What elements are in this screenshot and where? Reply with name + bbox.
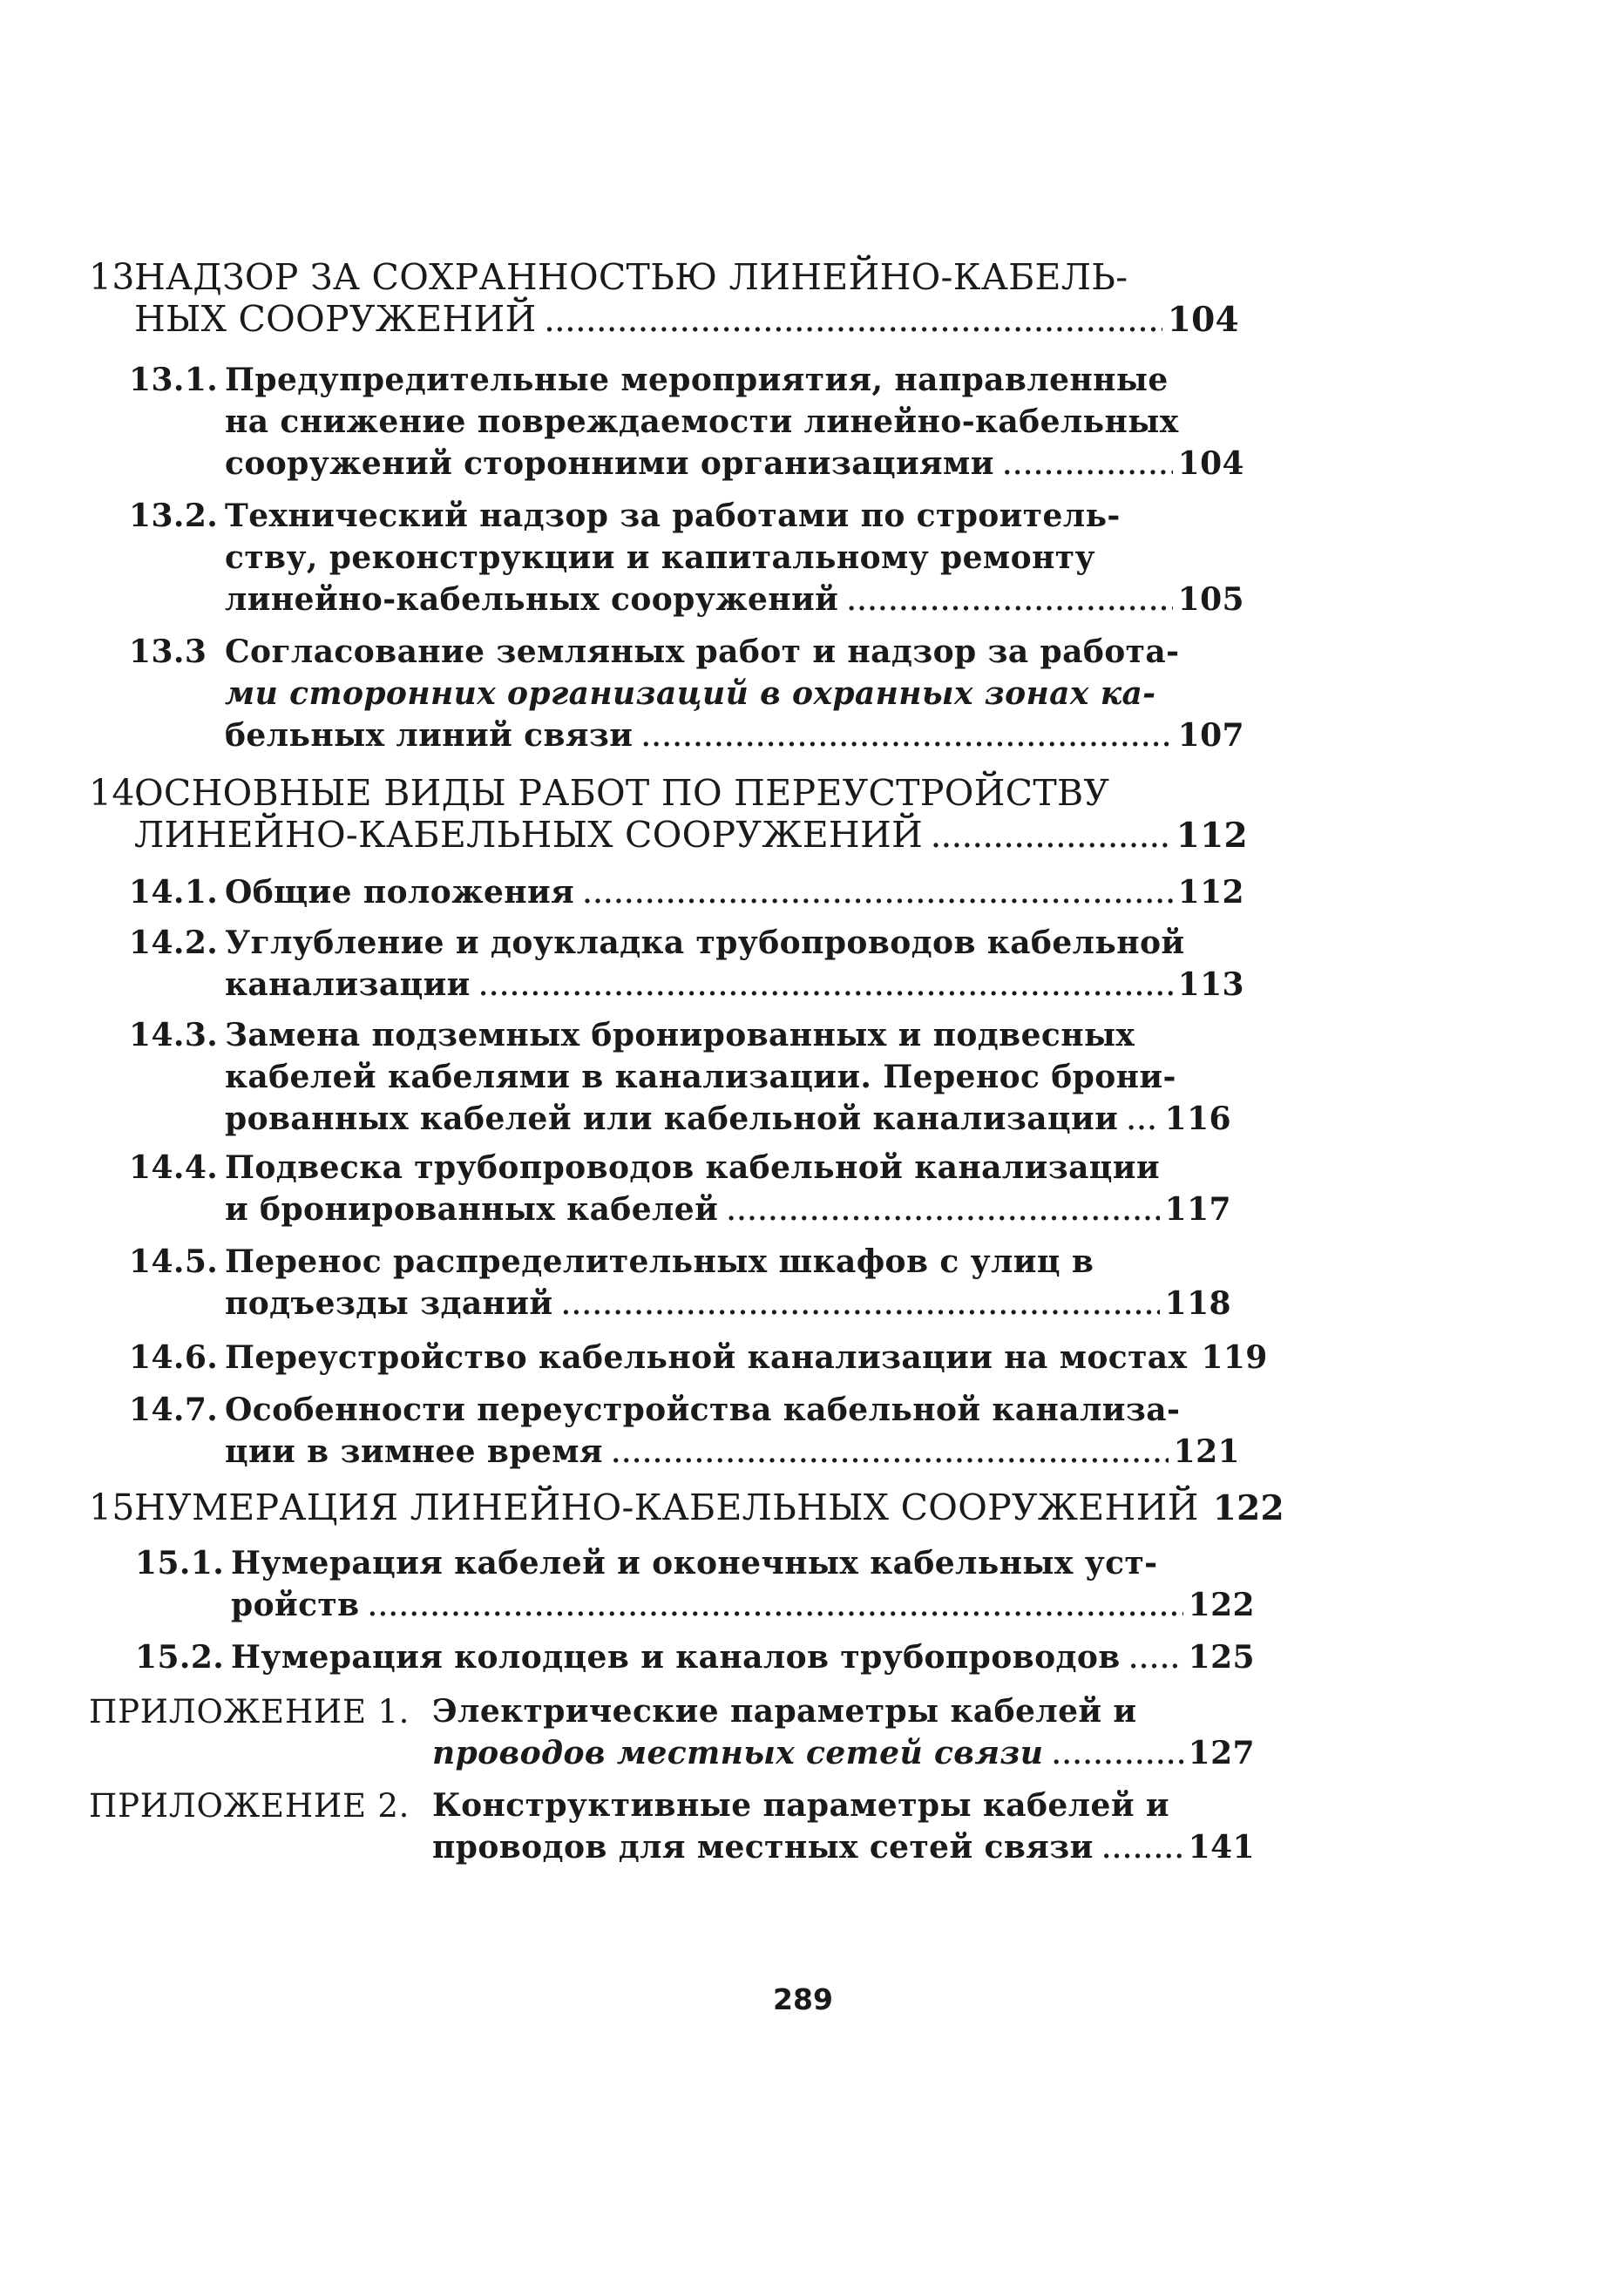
toc-page-number: 104 xyxy=(1177,445,1244,482)
toc-title: Согласование земляных работ и надзор за работа- xyxy=(225,633,1180,670)
leader-dots xyxy=(1127,1109,1159,1134)
toc-number: 13. xyxy=(89,256,147,298)
toc-number: 14.1. xyxy=(129,874,219,911)
toc-number: 14.3. xyxy=(129,1017,219,1053)
toc-title: Перенос распределительных шкафов с улиц в xyxy=(225,1243,1094,1280)
toc-entry-13-3 xyxy=(129,633,1244,762)
toc-number: 14.6. xyxy=(129,1339,219,1376)
toc-title: Общие положения xyxy=(225,874,575,911)
toc-title: Электрические параметры кабелей и xyxy=(432,1693,1137,1730)
toc-number: 14.2. xyxy=(129,924,219,961)
toc-entry-13-2 xyxy=(129,500,1244,626)
toc-title: Особенности переустройства кабельной канализа- xyxy=(225,1392,1181,1428)
leader-dots xyxy=(545,311,1162,335)
leader-dots xyxy=(932,827,1171,851)
toc-page-number: 112 xyxy=(1176,816,1248,856)
toc-page-number: 104 xyxy=(1167,300,1239,340)
leader-dots xyxy=(1003,454,1173,478)
toc-page-number: 105 xyxy=(1177,581,1244,618)
toc-entry-14-3 xyxy=(129,1019,1231,1145)
toc-number: 14.5. xyxy=(129,1243,219,1280)
toc-title: бельных линий связи xyxy=(225,717,634,754)
leader-dots xyxy=(1052,1744,1182,1768)
leader-dots xyxy=(847,590,1172,614)
toc-number: 13.2. xyxy=(129,498,219,534)
toc-title: рованных кабелей или кабельной канализации xyxy=(225,1101,1119,1137)
toc-entry-appendix-1 xyxy=(89,1693,1255,1779)
toc-entry-13 xyxy=(89,256,1239,343)
toc-title: НУМЕРАЦИЯ ЛИНЕЙНО-КАБЕЛЬНЫХ СООРУЖЕНИЙ xyxy=(134,1487,1199,1528)
toc-title: подъезды зданий xyxy=(225,1285,553,1322)
toc-entry-15-2 xyxy=(135,1639,1255,1683)
toc-title: сооружений сторонними организациями xyxy=(225,445,994,482)
appendix-label: ПРИЛОЖЕНИЕ 1. xyxy=(89,1693,410,1730)
toc-title: Технический надзор за работами по строитель- xyxy=(225,498,1121,534)
toc-title: канализации xyxy=(225,966,471,1003)
toc-entry-14-1 xyxy=(129,874,1244,918)
toc-page-number: 127 xyxy=(1188,1735,1255,1771)
toc-entry-14-4 xyxy=(129,1149,1231,1236)
leader-dots xyxy=(727,1200,1159,1224)
toc-title: Переустройство кабельной канализации на мостах xyxy=(225,1339,1188,1376)
toc-number: 13.3 xyxy=(129,633,207,670)
toc-page-number: 117 xyxy=(1164,1191,1231,1228)
toc-entry-14-6 xyxy=(129,1339,1268,1384)
toc-title: Нумерация колодцев и каналов трубопроводов xyxy=(231,1639,1121,1676)
toc-page-number: 107 xyxy=(1177,717,1244,754)
toc-entry-14-5 xyxy=(129,1243,1231,1330)
toc-page-number: 118 xyxy=(1164,1285,1231,1322)
toc-title: проводов местных сетей связи xyxy=(432,1735,1044,1771)
toc-title: Предупредительные мероприятия, направленные xyxy=(225,362,1169,398)
toc-page-number: 116 xyxy=(1164,1101,1231,1137)
toc-page-number: 122 xyxy=(1188,1587,1255,1623)
toc-entry-14-2 xyxy=(129,924,1244,1011)
toc-number: 15.2. xyxy=(135,1639,225,1676)
toc-entry-15-1 xyxy=(135,1545,1255,1631)
toc-title: кабелей кабелями в канализации. Перенос брони- xyxy=(225,1059,1176,1095)
leader-dots xyxy=(583,883,1173,907)
toc-entry-14 xyxy=(89,772,1248,859)
toc-page-number: 121 xyxy=(1173,1433,1240,1470)
toc-title: Конструктивные параметры кабелей и xyxy=(432,1787,1169,1824)
toc-page-number: 122 xyxy=(1212,1488,1284,1528)
toc-page-number: 112 xyxy=(1177,874,1244,911)
toc-title: на снижение повреждаемости линейно-кабельных xyxy=(225,403,1179,440)
toc-title: проводов для местных сетей связи xyxy=(432,1829,1094,1866)
leader-dots xyxy=(562,1294,1160,1318)
toc-title: линейно-кабельных сооружений xyxy=(225,581,839,618)
toc-page-number: 119 xyxy=(1201,1339,1268,1376)
toc-page-number: 141 xyxy=(1188,1829,1255,1866)
toc-entry-appendix-2 xyxy=(89,1787,1255,1873)
toc-title: Нумерация кабелей и оконечных кабельных уст- xyxy=(231,1545,1158,1581)
toc-title: НЫХ СООРУЖЕНИЙ xyxy=(134,298,537,340)
toc-number: 14. xyxy=(89,772,147,814)
toc-number: 13.1. xyxy=(129,362,219,398)
toc-page-number: 125 xyxy=(1188,1639,1255,1676)
leader-dots xyxy=(612,1442,1169,1466)
toc-title: ЛИНЕЙНО-КАБЕЛЬНЫХ СООРУЖЕНИЙ xyxy=(134,814,924,856)
toc-title: ми сторонних организаций в охранных зонах ка- xyxy=(225,675,1156,712)
toc-title: ству, реконструкции и капитальному ремонту xyxy=(225,539,1095,576)
page-number: 289 xyxy=(773,1982,833,2016)
toc-title: Замена подземных бронированных и подвесных xyxy=(225,1017,1135,1053)
toc-title: НАДЗОР ЗА СОХРАННОСТЬЮ ЛИНЕЙНО-КАБЕЛЬ- xyxy=(134,256,1128,298)
toc-number: 14.4. xyxy=(129,1149,219,1186)
toc-title: и бронированных кабелей xyxy=(225,1191,719,1228)
toc-title: ОСНОВНЫЕ ВИДЫ РАБОТ ПО ПЕРЕУСТРОЙСТВУ xyxy=(134,772,1110,814)
leader-dots xyxy=(641,726,1172,750)
toc-number: 15. xyxy=(89,1487,147,1528)
toc-page-number: 113 xyxy=(1177,966,1244,1003)
appendix-label: ПРИЛОЖЕНИЕ 2. xyxy=(89,1787,410,1825)
toc-entry-15 xyxy=(89,1487,1284,1532)
toc-number: 14.7. xyxy=(129,1392,219,1428)
toc-entry-14-7 xyxy=(129,1394,1240,1478)
toc-title: ции в зимнее время xyxy=(225,1433,603,1470)
toc-title: Углубление и доукладка трубопроводов кабельной xyxy=(225,924,1185,961)
toc-title: ройств xyxy=(231,1587,360,1623)
toc-entry-13-1 xyxy=(129,364,1244,490)
leader-dots xyxy=(1129,1648,1183,1672)
leader-dots xyxy=(369,1595,1183,1620)
leader-dots xyxy=(1102,1838,1183,1862)
toc-title: Подвеска трубопроводов кабельной канализации xyxy=(225,1149,1160,1186)
toc-number: 15.1. xyxy=(135,1545,225,1581)
leader-dots xyxy=(479,975,1173,999)
